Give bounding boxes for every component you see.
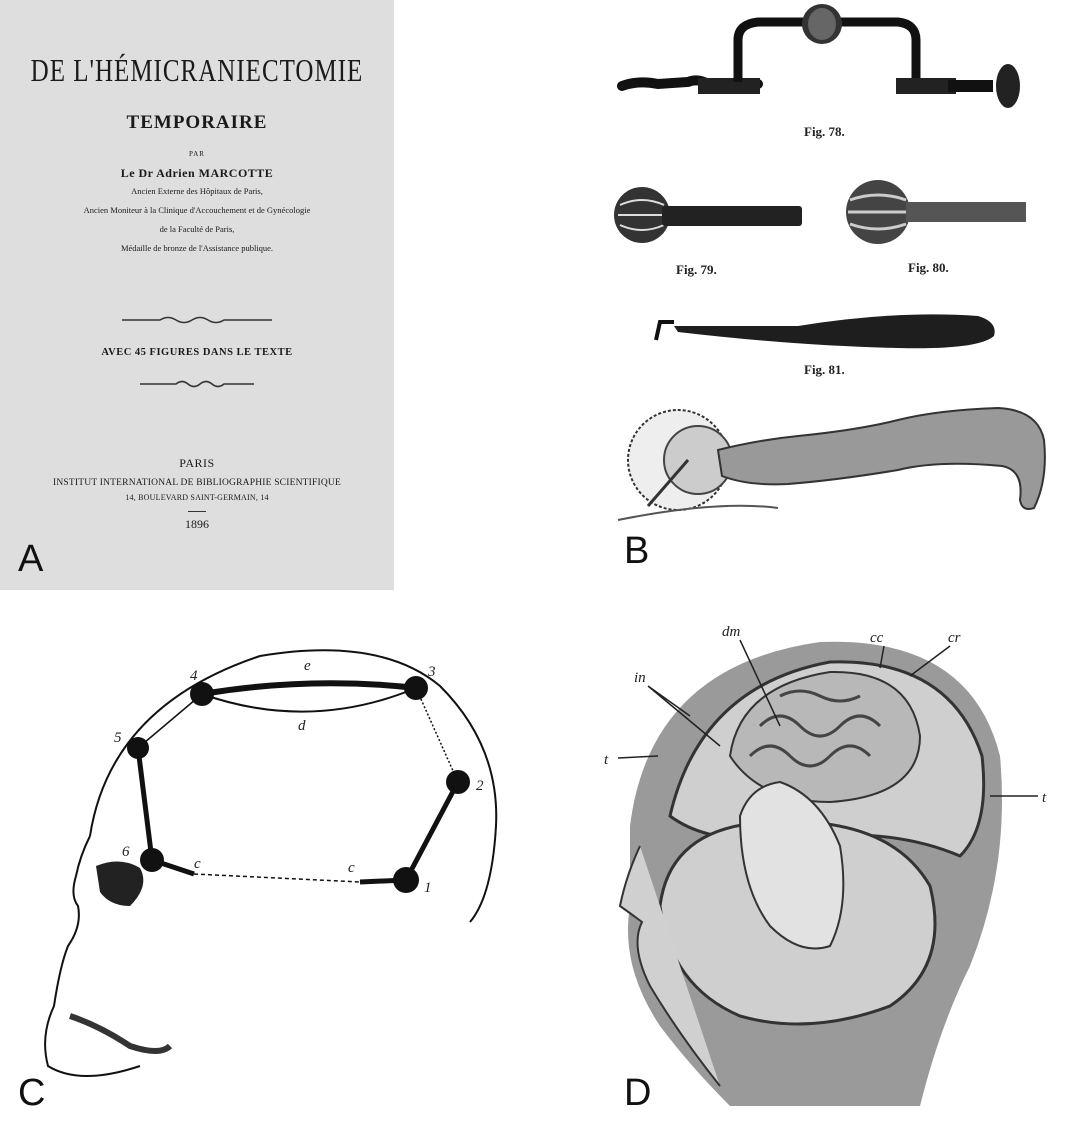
address: 14, BOULEVARD SAINT-GERMAIN, 14 [125, 493, 269, 502]
figures-note: AVEC 45 FIGURES DANS LE TEXTE [101, 347, 293, 358]
diagram-labels-d [590, 606, 1084, 1116]
fig-79-caption: Fig. 79. [676, 262, 717, 277]
book-subtitle: TEMPORAIRE [126, 112, 268, 133]
spherical-burr-79-drawing [614, 187, 802, 243]
book-title: DE L'HÉMICRANIECTOMIE [30, 54, 364, 89]
panel-label-a: A [18, 538, 44, 580]
ornament-bottom [120, 377, 274, 391]
label-c-left: c [194, 856, 201, 872]
year-rule [188, 511, 206, 512]
brace-drill-drawing [622, 4, 1020, 108]
label-c-right: c [348, 860, 355, 876]
label-cc: cc [870, 630, 884, 646]
author-name: Le Dr Adrien MARCOTTE [120, 166, 274, 180]
label-2: 2 [476, 778, 484, 794]
label-4: 4 [190, 668, 198, 684]
panel-b-instruments [598, 0, 1084, 590]
label-e: e [304, 658, 311, 674]
label-d: d [298, 718, 306, 734]
circular-saw-drawing [618, 408, 1045, 520]
ornament-top [120, 313, 274, 327]
panel-d-brain-exposure [590, 606, 1084, 1116]
publisher: INSTITUT INTERNATIONAL DE BIBLIOGRAPHIE SCIENTIFIQUE [53, 478, 341, 488]
par-text: PAR [189, 150, 205, 158]
fig-81-caption: Fig. 81. [804, 362, 845, 377]
label-t-left: t [604, 752, 609, 768]
city: PARIS [179, 456, 215, 470]
panel-label-c: C [18, 1072, 46, 1114]
trephine-handle-81-drawing [656, 314, 995, 348]
credential-line-2: Ancien Moniteur à la Clinique d'Accouchement et de Gynécologie [83, 205, 311, 215]
fig-78-caption: Fig. 78. [804, 124, 845, 139]
panel-label-d: D [624, 1072, 652, 1114]
credential-line-4: Médaille de bronze de l'Assistance publique. [120, 243, 274, 253]
label-3: 3 [428, 664, 436, 680]
label-6: 6 [122, 844, 130, 860]
panel-label-b: B [624, 530, 650, 572]
label-1: 1 [424, 880, 432, 896]
credential-line-3: de la Faculté de Paris, [159, 224, 235, 234]
label-cr: cr [948, 630, 961, 646]
instrument-drawings [598, 0, 1084, 540]
panel-a-title-page [0, 0, 394, 590]
year: 1896 [185, 517, 209, 531]
fig-80-caption: Fig. 80. [908, 260, 949, 275]
label-dm: dm [722, 624, 741, 640]
spherical-burr-80-drawing [846, 180, 1026, 244]
label-in: in [634, 670, 646, 686]
panel-c-craniectomy-diagram [0, 606, 540, 1116]
label-t-right: t [1042, 790, 1047, 806]
credential-line-1: Ancien Externe des Hôpitaux de Paris, [131, 186, 263, 196]
diagram-labels [0, 606, 540, 1116]
label-5: 5 [114, 730, 122, 746]
